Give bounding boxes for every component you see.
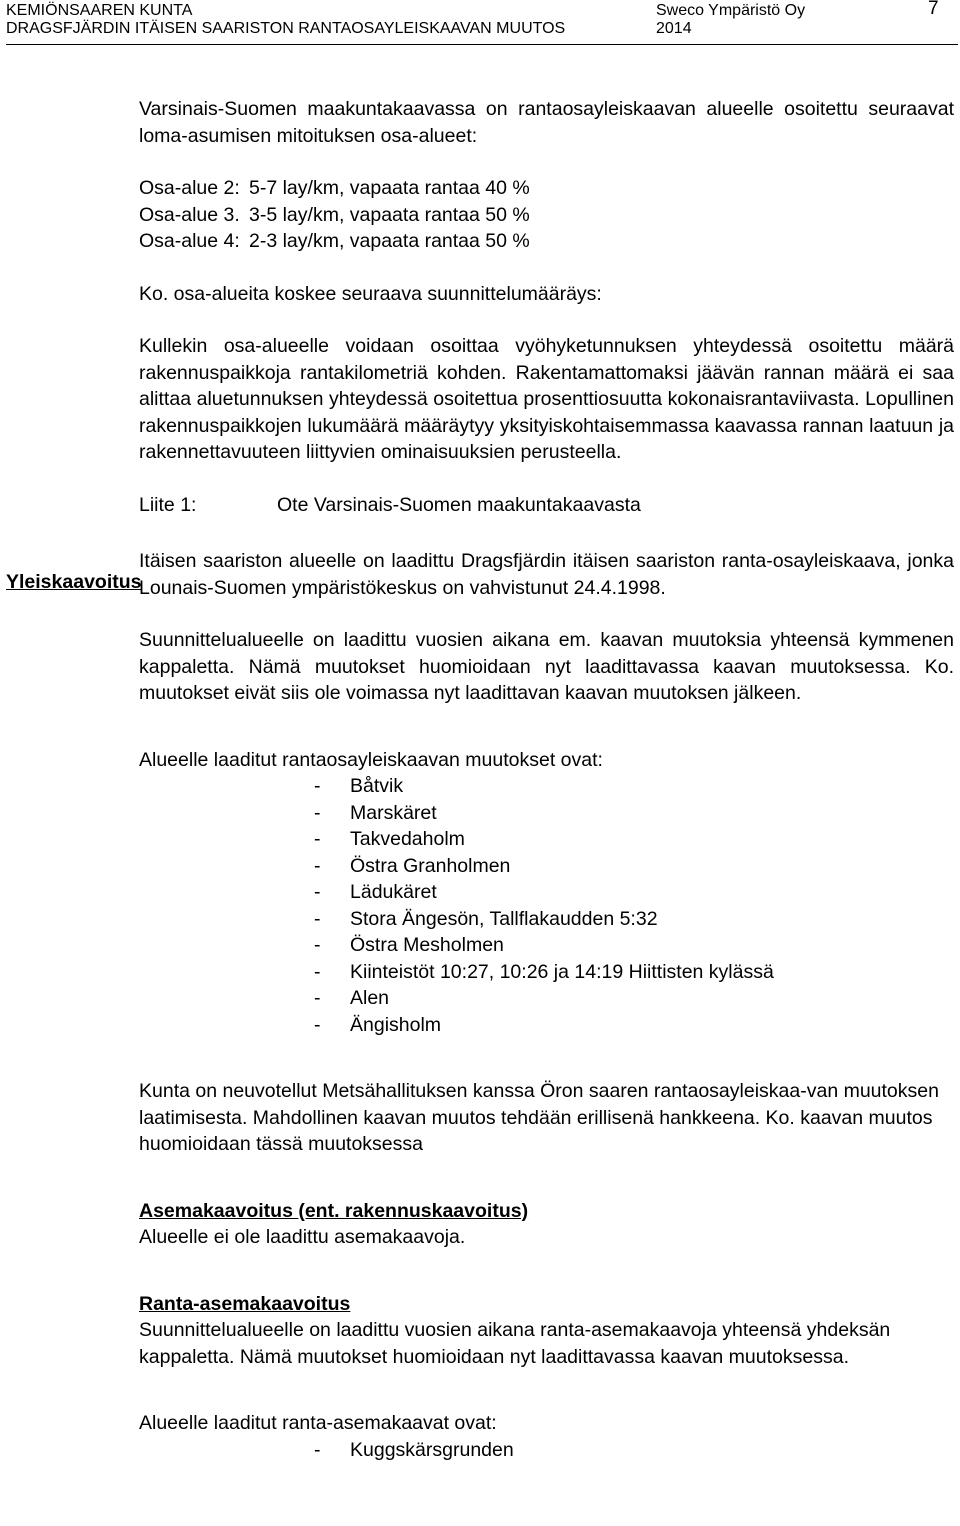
list-item	[314, 826, 954, 853]
osa-alue-label: Osa-alue 4:	[139, 230, 240, 252]
list-item	[314, 773, 954, 800]
intro-paragraph: Varsinais-Suomen maakuntakaavassa on rantaosayleiskaavan alueelle osoitettu seuraavat loma-asumisen mitoituksen osa-alueet:	[139, 98, 954, 147]
appendix-label: Liite 1:	[139, 493, 197, 516]
list-dash: -	[314, 907, 321, 930]
section-title-asemakaavoitus: Asemakaavoitus (ent. rakennuskaavoitus)	[139, 1199, 529, 1222]
ranta-asemakaavoitus-text: Suunnittelualueelle on laadittu vuosien aikana ranta-asemakaavoja yhteensä yhdeksän kappaletta. Nämä muutokset huomioidaan nyt laadittavassa kaavan muutoksessa.	[139, 1319, 891, 1368]
header-divider	[6, 44, 958, 45]
list-item	[314, 800, 954, 827]
asemakaavoitus-text: Alueelle ei ole laadittu asemakaavoja.	[139, 1226, 466, 1248]
appendix-reference	[139, 492, 954, 519]
header-municipality: KEMIÖNSAAREN KUNTA	[6, 2, 193, 19]
list-item-text: Alen	[350, 987, 390, 1009]
list-item-text: Takvedaholm	[350, 828, 465, 850]
header-plan-title: DRAGSFJÄRDIN ITÄISEN SAARISTON RANTAOSAYLEISKAAVAN MUUTOS	[6, 20, 566, 37]
list-item-text: Stora Ängesön, Tallflakaudden 5:32	[350, 907, 658, 930]
list-item	[314, 906, 954, 933]
list-dash: -	[314, 960, 321, 983]
osa-alue-value: 5-7 lay/km, vapaata rantaa 40 %	[249, 177, 530, 199]
rantaosayleiskaava-changes-list	[139, 773, 954, 1038]
section-title-yleiskaavoitus: Yleiskaavoitus	[6, 571, 142, 593]
osa-alue-value: 3-5 lay/km, vapaata rantaa 50 %	[249, 203, 530, 226]
list-item	[314, 985, 954, 1012]
list-item	[314, 1012, 954, 1039]
list-dash: -	[314, 1438, 321, 1461]
list-item	[314, 879, 954, 906]
list-item	[314, 1437, 954, 1464]
list-item-text: Ängisholm	[350, 1013, 442, 1036]
page-number: 7	[928, 0, 939, 19]
header-right	[656, 2, 805, 38]
osa-alue-row	[139, 202, 954, 229]
document-body	[139, 96, 954, 1463]
list-item-text: Östra Granholmen	[350, 854, 511, 877]
list-dash: -	[314, 881, 321, 903]
ko-intro: Ko. osa-alueita koskee seuraava suunnittelumääräys:	[139, 282, 602, 305]
osa-alue-label: Osa-alue 2:	[139, 177, 240, 199]
list-dash: -	[314, 934, 321, 956]
osa-alue-row	[139, 175, 954, 202]
osa-alue-list	[139, 175, 954, 255]
section-title-ranta-asemakaavoitus: Ranta-asemakaavoitus	[139, 1292, 351, 1315]
list-item	[314, 853, 954, 880]
list-item-text: Kiinteistöt 10:27, 10:26 ja 14:19 Hiittisten kylässä	[350, 960, 774, 983]
ranta-asemakaavat-list	[139, 1437, 954, 1464]
yleiskaavoitus-paragraph-1: Itäisen saariston alueelle on laadittu Dragsfjärdin itäisen saariston ranta-osayleiskaava, jonka Lounais-Suomen ympäristökeskus on vahvistunut 24.4.1998.	[139, 550, 954, 599]
osa-alue-row	[139, 228, 954, 255]
yleiskaavoitus-paragraph-2: Suunnittelualueelle on laadittu vuosien aikana em. kaavan muutoksia yhteensä kymmenen kappaletta. Nämä muutokset huomioidaan nyt laadittavassa kaavan muutoksessa. Ko. muutokset eivät siis ole voimassa nyt laadittavan kaavan muutoksen jälkeen.	[139, 629, 954, 704]
header-company: Sweco Ympäristö Oy	[656, 2, 806, 19]
list-dash: -	[314, 775, 321, 797]
list-item-text: Marskäret	[350, 801, 437, 824]
list-item-text: Lädukäret	[350, 881, 437, 903]
osa-alue-label: Osa-alue 3.	[139, 203, 240, 226]
list-item	[314, 959, 954, 986]
list-item-text: Kuggskärsgrunden	[350, 1438, 514, 1461]
list-dash: -	[314, 1013, 321, 1036]
header-year: 2014	[656, 20, 692, 37]
list-dash: -	[314, 801, 321, 824]
yleiskaavoitus-paragraph-3: Kunta on neuvotellut Metsähallituksen kanssa Öron saaren rantaosayleiskaa-van muutoksen laatimisesta. Mahdollinen kaavan muutos tehdään erillisenä hankkeena. Ko. kaavan muutos huomioidaan tässä muutoksessa	[139, 1080, 939, 1155]
osa-alue-value: 2-3 lay/km, vapaata rantaa 50 %	[249, 230, 530, 252]
list-item-text: Båtvik	[350, 775, 404, 797]
list-item	[314, 932, 954, 959]
yleiskaavoitus-list-intro: Alueelle laaditut rantaosayleiskaavan muutokset ovat:	[139, 748, 603, 771]
list-dash: -	[314, 987, 321, 1009]
list-dash: -	[314, 854, 321, 877]
appendix-text: Ote Varsinais-Suomen maakuntakaavasta	[277, 493, 641, 516]
header-left	[6, 2, 565, 38]
planning-regulation: Kullekin osa-alueelle voidaan osoittaa vyöhyketunnuksen yhteydessä osoitettu määrä rakennuspaikkoja rantakilometriä kohden. Rakentamattomaksi jäävän rannan määrä ei saa alittaa aluetunnuksen yhteydessä osoitettua prosenttiosuutta kokonaisrantaviivasta. Lopullinen rakennuspaikkojen lukumäärä määräytyy yksityiskohtaisemmassa kaavassa rannan laatuun ja rakennettavuuteen liittyvien ominaisuuksien perusteella.	[139, 335, 954, 463]
list-item-text: Östra Mesholmen	[350, 934, 504, 956]
ranta-asemakaavoitus-list-intro: Alueelle laaditut ranta-asemakaavat ovat:	[139, 1412, 497, 1434]
list-dash: -	[314, 828, 321, 850]
